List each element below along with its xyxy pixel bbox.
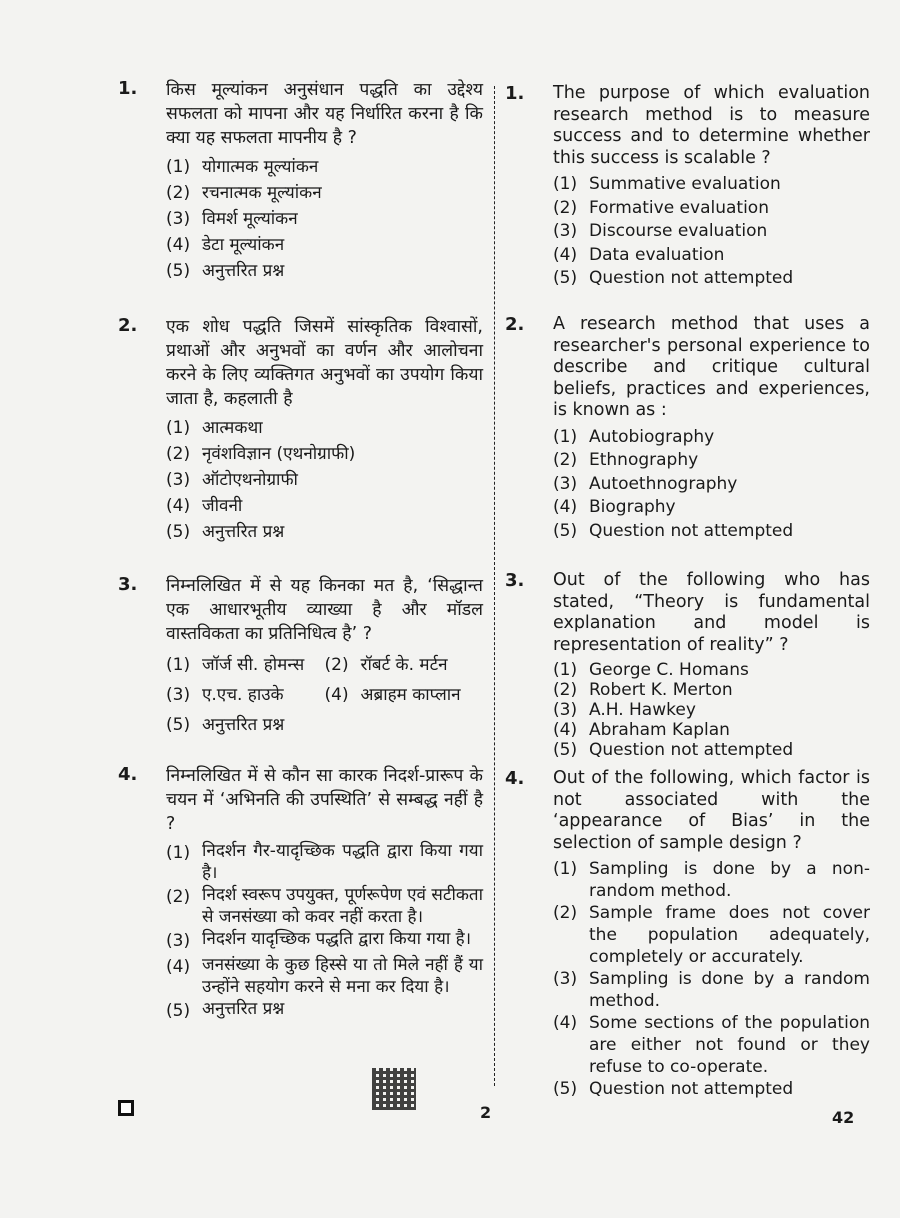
question-1-hindi xyxy=(118,78,483,284)
option-number: (4) xyxy=(553,497,578,517)
option-3 xyxy=(553,700,870,720)
option-number: (5) xyxy=(166,1001,191,1021)
option-3 xyxy=(166,206,483,232)
option-4 xyxy=(166,493,483,519)
option-text: Autobiography xyxy=(589,426,715,447)
option-4 xyxy=(553,496,870,520)
option-5 xyxy=(166,519,483,545)
option-text: Autoethnography xyxy=(589,473,738,494)
option-text: Data evaluation xyxy=(589,244,725,265)
option-text: निदर्शन गैर-यादृच्छिक पद्धति द्वारा किया गया है। xyxy=(202,841,483,883)
question-number: 4. xyxy=(118,764,138,785)
options xyxy=(553,858,870,1102)
option-number: (5) xyxy=(553,1079,578,1099)
question-1-english xyxy=(505,83,870,291)
question-3-english xyxy=(505,570,870,760)
option-text: Some sections of the population are either not found or they refuse to co-operate. xyxy=(589,1013,870,1077)
option-3 xyxy=(553,968,870,1012)
option-text: अनुत्तरित प्रश्न xyxy=(202,522,285,542)
option-text: जनसंख्या के कुछ हिस्से या तो मिले नहीं हैं या उन्होंने सहयोग करने से मना कर दिया है। xyxy=(202,955,483,997)
option-number: (4) xyxy=(553,1013,578,1033)
option-1 xyxy=(553,173,870,197)
option-text: ऑटोएथनोग्राफी xyxy=(202,470,298,490)
question-number: 2. xyxy=(505,314,525,335)
option-text: Question not attempted xyxy=(589,520,794,541)
option-1 xyxy=(553,426,870,450)
option-text: Abraham Kaplan xyxy=(589,720,730,740)
question-text: किस मूल्यांकन अनुसंधान पद्धति का उद्देश्य सफलता को मापना और यह निर्धारित करना है कि क्या यह सफलता मापनीय है ? xyxy=(166,80,483,148)
option-4 xyxy=(553,1012,870,1078)
question-text: Out of the following, which factor is not associated with the ‘appearance of Bias’ in the selection of sample design ? xyxy=(553,768,870,853)
option-5 xyxy=(553,267,870,291)
option-1 xyxy=(166,840,483,884)
option-row xyxy=(166,650,483,680)
option-3 xyxy=(553,473,870,497)
option-text: आत्मकथा xyxy=(202,418,263,438)
option-5 xyxy=(553,520,870,544)
option-text: अनुत्तरित प्रश्न xyxy=(202,261,285,281)
option-text: Discourse evaluation xyxy=(589,221,768,241)
question-text: A research method that uses a researcher's personal experience to describe and critique cultural beliefs, practices and experiences, is known as : xyxy=(553,314,870,420)
option-4: (4) अब्राहम काप्लान xyxy=(324,685,461,705)
option-1 xyxy=(166,415,483,441)
option-1 xyxy=(166,154,483,180)
option-number: (4) xyxy=(553,244,578,265)
question-3-hindi xyxy=(118,574,483,740)
option-5 xyxy=(166,258,483,284)
registration-mark xyxy=(118,1100,134,1116)
option-4 xyxy=(166,954,483,998)
question-text: निम्नलिखित में से कौन सा कारक निदर्श-प्रारूप के चयन में ‘अभिनति की उपस्थिति’ से सम्बद्ध नहीं है ? xyxy=(166,766,483,834)
option-number: (1) xyxy=(166,157,191,177)
option-text: निदर्श स्वरूप उपयुक्त, पूर्णरूपेण एवं सटीकता से जनसंख्या को कवर नहीं करता है। xyxy=(202,885,483,927)
option-number: (2) xyxy=(553,680,578,700)
option-number: (1) xyxy=(166,418,191,438)
option-text: निदर्शन यादृच्छिक पद्धति द्वारा किया गया है। xyxy=(202,929,472,949)
question-number: 1. xyxy=(505,83,525,104)
question-text: निम्नलिखित में से यह किनका मत है, ‘सिद्धान्त एक आधारभूतीय व्याख्या है और मॉडल वास्तविकता का प्रतिनिधित्व है’ ? xyxy=(166,576,483,644)
option-3 xyxy=(166,467,483,493)
option-4 xyxy=(553,720,870,740)
option-text: Sampling is done by a non-random method. xyxy=(589,859,870,901)
option-number: (4) xyxy=(166,957,191,977)
option-number: (2) xyxy=(166,887,191,907)
option-number: (1) xyxy=(553,426,578,447)
question-number: 2. xyxy=(118,315,138,336)
question-2-hindi xyxy=(118,315,483,545)
question-number: 3. xyxy=(505,570,525,591)
options xyxy=(166,650,483,740)
option-text: डेटा मूल्यांकन xyxy=(202,235,285,255)
option-number: (1) xyxy=(553,174,578,194)
question-4-hindi xyxy=(118,764,483,1024)
column-divider xyxy=(494,86,495,1086)
option-5 xyxy=(166,998,483,1024)
option-1 xyxy=(553,858,870,902)
question-text: The purpose of which evaluation research method is to measure success and to determine whether this success is scalable ? xyxy=(553,83,870,168)
option-text: Question not attempted xyxy=(589,1079,794,1099)
option-4 xyxy=(553,244,870,268)
option-number: (5) xyxy=(553,268,578,288)
option-text: Question not attempted xyxy=(589,740,794,760)
options xyxy=(553,173,870,291)
options xyxy=(166,154,483,284)
option-text: Question not attempted xyxy=(589,268,794,288)
option-number: (3) xyxy=(166,931,191,951)
option-number: (3) xyxy=(553,700,578,720)
option-text: Formative evaluation xyxy=(589,197,769,218)
barcode-mark xyxy=(372,1068,416,1110)
question-4-english xyxy=(505,768,870,1102)
question-text: एक शोध पद्धति जिसमें सांस्कृतिक विश्वासों, प्रथाओं और अनुभवों का वर्णन और आलोचना करने के लिए व्यक्तिगत अनुभवों का उपयोग किया जाता है, कहलाती है xyxy=(166,317,483,409)
question-number: 4. xyxy=(505,768,525,789)
page-number: 2 xyxy=(480,1103,492,1122)
option-2 xyxy=(166,441,483,467)
option-text: रचनात्मक मूल्यांकन xyxy=(202,183,322,203)
option-number: (2) xyxy=(166,444,191,464)
options xyxy=(166,415,483,545)
option-2 xyxy=(166,180,483,206)
option-text: अनुत्तरित प्रश्न xyxy=(202,999,285,1019)
option-text: A.H. Hawkey xyxy=(589,700,696,720)
option-number: (1) xyxy=(553,859,578,879)
question-text: Out of the following who has stated, “Theory is fundamental explanation and model is representation of reality” ? xyxy=(553,570,870,655)
options xyxy=(166,840,483,1024)
option-number: (5) xyxy=(166,522,191,542)
option-text: Biography xyxy=(589,497,676,517)
option-number: (3) xyxy=(553,969,578,989)
option-row xyxy=(166,680,483,710)
option-number: (1) xyxy=(166,843,191,863)
option-text: योगात्मक मूल्यांकन xyxy=(202,157,319,177)
option-2 xyxy=(553,902,870,968)
option-number: (2) xyxy=(553,197,578,218)
option-2 xyxy=(553,197,870,221)
option-text: Ethnography xyxy=(589,450,699,470)
option-4 xyxy=(166,232,483,258)
option-number: (5) xyxy=(553,520,578,541)
option-text: George C. Homans xyxy=(589,660,749,680)
option-text: नृवंशविज्ञान (एथनोग्राफी) xyxy=(202,444,356,464)
option-number: (4) xyxy=(166,235,191,255)
option-2 xyxy=(553,449,870,473)
option-text: जीवनी xyxy=(202,496,243,516)
option-number: (3) xyxy=(166,470,191,490)
option-text: Summative evaluation xyxy=(589,174,781,194)
option-3 xyxy=(166,928,483,954)
option-number: (2) xyxy=(166,183,191,203)
option-1: (1) जॉर्ज सी. होमन्स xyxy=(166,655,305,675)
option-3: (3) ए.एच. हाउके xyxy=(166,685,284,705)
option-number: (1) xyxy=(553,660,578,680)
option-5 xyxy=(553,1078,870,1102)
question-number: 3. xyxy=(118,574,138,595)
option-number: (4) xyxy=(553,720,578,740)
option-text: विमर्श मूल्यांकन xyxy=(202,209,298,229)
option-number: (2) xyxy=(553,450,578,470)
booklet-page-number: 42 xyxy=(832,1108,855,1127)
option-row xyxy=(166,710,483,740)
option-text: Robert K. Merton xyxy=(589,680,733,700)
option-number: (3) xyxy=(553,473,578,494)
option-text: Sample frame does not cover the population adequately, completely or accurately. xyxy=(589,903,870,967)
option-1 xyxy=(553,660,870,680)
options xyxy=(553,660,870,760)
option-2: (2) रॉबर्ट के. मर्टन xyxy=(324,655,448,675)
option-number: (5) xyxy=(553,740,578,760)
question-2-english xyxy=(505,314,870,543)
option-5: (5) अनुत्तरित प्रश्न xyxy=(166,715,285,735)
option-number: (3) xyxy=(166,209,191,229)
option-number: (5) xyxy=(166,261,191,281)
option-text: Sampling is done by a random method. xyxy=(589,969,870,1011)
option-5 xyxy=(553,740,870,760)
option-number: (3) xyxy=(553,221,578,241)
question-number: 1. xyxy=(118,78,138,99)
option-2 xyxy=(166,884,483,928)
option-number: (2) xyxy=(553,903,578,923)
option-3 xyxy=(553,220,870,244)
option-2 xyxy=(553,680,870,700)
option-number: (4) xyxy=(166,496,191,516)
options xyxy=(553,426,870,544)
